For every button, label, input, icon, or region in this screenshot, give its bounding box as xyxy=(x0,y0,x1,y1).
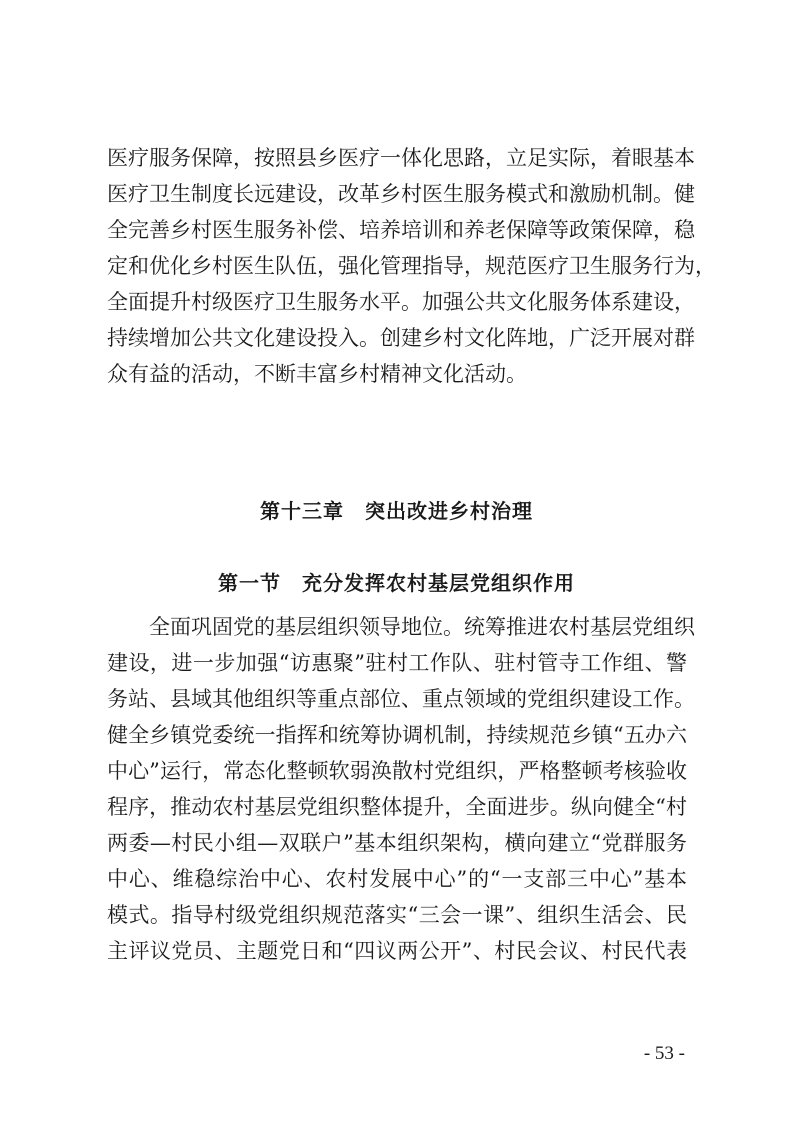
chapter-title: 第十三章 突出改进乡村治理 xyxy=(260,499,533,523)
body-text-line: 建设，进一步加强“访惠聚”驻村工作队、驻村管寺工作组、警 xyxy=(107,651,687,675)
body-text-line: 中心”运行，常态化整顿软弱涣散村党组织，严格整顿考核验收 xyxy=(107,759,687,783)
body-text-line: 主评议党员、主题党日和“四议两公开”、村民会议、村民代表 xyxy=(107,939,687,963)
body-text-line: 模式。指导村级党组织规范落实“三会一课”、组织生活会、民 xyxy=(107,903,687,927)
body-text-line: 全完善乡村医生服务补偿、培养培训和养老保障等政策保障，稳 xyxy=(107,218,695,242)
body-text-line: 务站、县域其他组织等重点部位、重点领域的党组织建设工作。 xyxy=(107,687,695,711)
body-text-line: 持续增加公共文化建设投入。创建乡村文化阵地，广泛开展对群 xyxy=(107,326,695,350)
body-text-line: 众有益的活动，不断丰富乡村精神文化活动。 xyxy=(107,362,527,386)
body-text-line: 医疗服务保障，按照县乡医疗一体化思路，立足实际，着眼基本 xyxy=(107,146,695,170)
body-text-line: 全面提升村级医疗卫生服务水平。加强公共文化服务体系建设， xyxy=(107,290,695,314)
body-text-line: 医疗卫生制度长远建设，改革乡村医生服务模式和激励机制。健 xyxy=(107,182,695,206)
body-text-line: 两委—村民小组—双联户”基本组织架构，横向建立“党群服务 xyxy=(107,831,687,855)
body-text-line: 程序，推动农村基层党组织整体提升，全面进步。纵向健全“村 xyxy=(107,795,687,819)
section-title: 第一节 充分发挥农村基层党组织作用 xyxy=(218,571,575,595)
page-number: - 53 - xyxy=(643,1043,685,1064)
body-text-line: 健全乡镇党委统一指挥和统筹协调机制，持续规范乡镇“五办六 xyxy=(107,723,687,747)
body-text-line: 中心、维稳综治中心、农村发展中心”的“一支部三中心”基本 xyxy=(107,867,687,891)
body-text-line: 全面巩固党的基层组织领导地位。统筹推进农村基层党组织 xyxy=(149,615,695,639)
body-text-line: 定和优化乡村医生队伍，强化管理指导，规范医疗卫生服务行为， xyxy=(107,254,716,278)
